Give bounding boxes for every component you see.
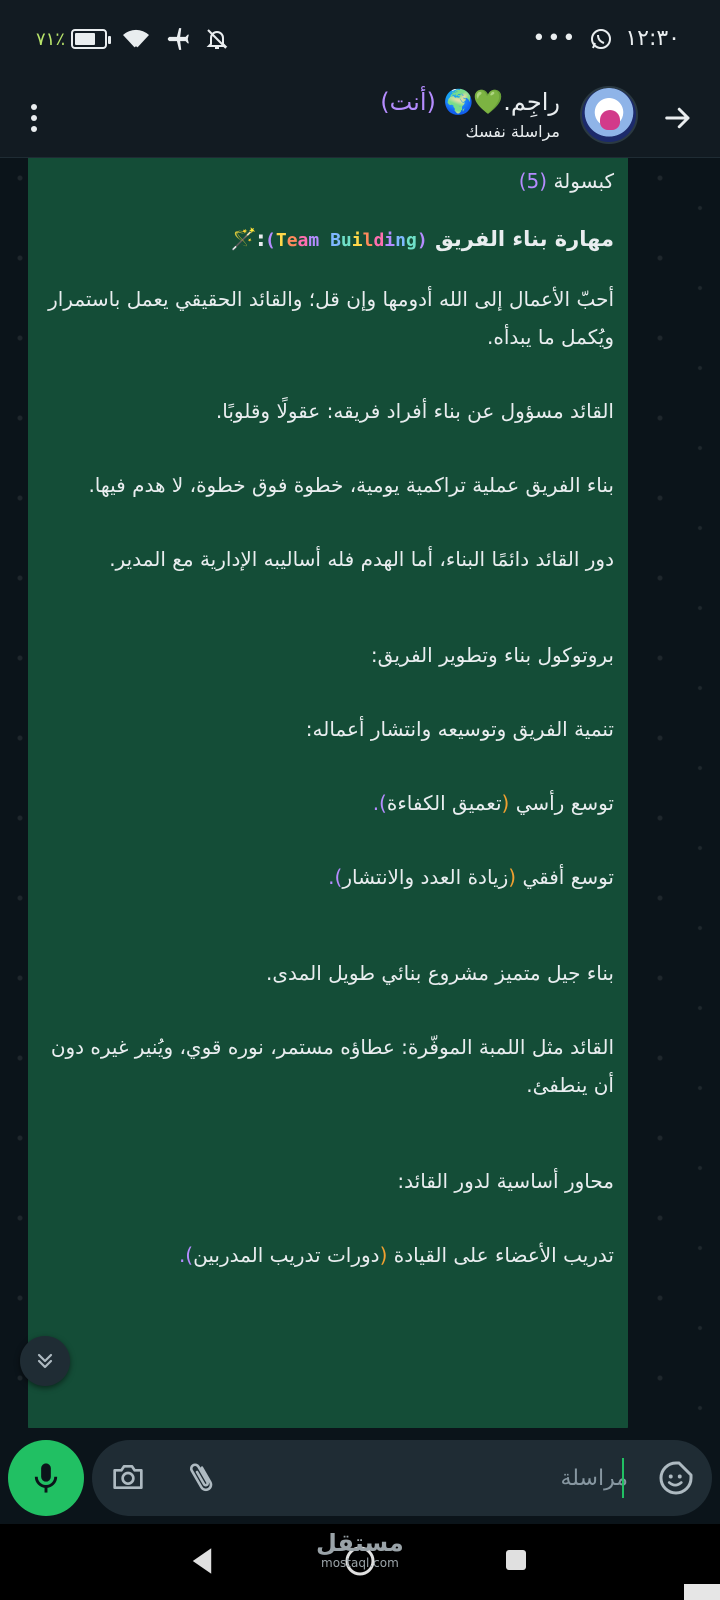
- paragraph-8: توسع أفقي (زيادة العدد والانتشار).: [328, 865, 614, 889]
- nav-recents-icon[interactable]: [504, 1548, 528, 1576]
- watermark-latin: mostaql.com: [321, 1556, 399, 1570]
- paragraph-9: بناء جيل متميز مشروع بنائي طويل المدى.: [266, 961, 614, 985]
- paragraph-11: محاور أساسية لدور القائد:: [397, 1169, 614, 1193]
- back-arrow-icon[interactable]: [656, 96, 700, 140]
- contact-name-text: راجِم.: [503, 88, 560, 116]
- battery-indicator: [36, 29, 107, 50]
- scroll-down-button[interactable]: [20, 1336, 70, 1386]
- paragraph-10: القائد مثل اللمبة الموفّرة: عطاؤه مستمر، نوره قوي، ويُنير غيره دون أن ينطفئ.: [50, 1035, 614, 1097]
- you-label: (أنت): [380, 88, 436, 116]
- message-input-container[interactable]: [92, 1440, 712, 1516]
- watermark: [316, 1530, 404, 1570]
- airplane-icon: [165, 26, 191, 52]
- contact-subtitle: مراسلة نفسك: [465, 122, 560, 141]
- capsule-label: كبسولة: [553, 169, 614, 193]
- sticker-icon[interactable]: [658, 1460, 694, 1500]
- battery-percent: ٧١٪: [36, 28, 66, 50]
- status-overflow: •••: [532, 26, 578, 51]
- attach-icon[interactable]: [188, 1460, 216, 1500]
- message-title: [42, 220, 614, 260]
- magic-wand-icon: 🪄: [230, 227, 257, 251]
- voice-record-button[interactable]: [8, 1440, 84, 1516]
- paragraph-12: تدريب الأعضاء على القيادة (دورات تدريب المدربين).: [178, 1243, 614, 1267]
- more-options-icon[interactable]: [22, 98, 46, 138]
- watermark-arabic: مستقل: [316, 1529, 404, 1557]
- compose-bar: [0, 1428, 720, 1524]
- nav-back-icon[interactable]: [188, 1546, 216, 1580]
- title-colon: :: [256, 227, 266, 251]
- contact-name-emoji: 💚🌍: [443, 88, 504, 116]
- camera-icon[interactable]: [112, 1462, 144, 1496]
- paragraph-1: أحبّ الأعمال إلى الله أدومها وإن قل؛ والقائد الحقيقي يعمل باستمرار ويُكمل ما يبدأه.: [48, 287, 614, 349]
- paragraph-2: القائد مسؤول عن بناء أفراد فريقه: عقولًا وقلوبًا.: [215, 399, 614, 423]
- mic-icon: [31, 1461, 61, 1495]
- capsule-line: [42, 162, 614, 200]
- paragraph-4: دور القائد دائمًا البناء، أما الهدم فله أساليبه الإدارية مع المدير.: [109, 547, 614, 571]
- chat-header: [0, 78, 720, 158]
- system-nav-bar: [0, 1524, 720, 1600]
- contact-name[interactable]: [380, 88, 560, 116]
- wifi-icon: [121, 27, 151, 51]
- status-time: ١٢:٣٠: [625, 26, 680, 51]
- paragraph-7: توسع رأسي (تعميق الكفاءة).: [372, 791, 614, 815]
- text-caret: [622, 1458, 624, 1498]
- paragraph-5: بروتوكول بناء وتطوير الفريق:: [370, 643, 614, 667]
- avatar[interactable]: [580, 86, 638, 144]
- mute-icon: [205, 27, 229, 51]
- battery-icon: [71, 29, 107, 49]
- chat-area[interactable]: [0, 158, 720, 1428]
- status-left-group: [36, 26, 229, 52]
- status-bar: [0, 0, 720, 78]
- whatsapp-icon: [589, 27, 613, 51]
- double-chevron-down-icon: [33, 1349, 57, 1373]
- message-input[interactable]: [328, 1454, 628, 1502]
- battery-fill: [75, 33, 95, 45]
- capsule-number: (5): [518, 169, 548, 193]
- status-right-group: [532, 26, 680, 51]
- message-bubble[interactable]: [28, 158, 628, 1428]
- title-english: (Team Building): [265, 230, 428, 251]
- paragraph-6: تنمية الفريق وتوسيعه وانتشار أعماله:: [305, 717, 614, 741]
- paragraph-3: بناء الفريق عملية تراكمية يومية، خطوة فوق خطوة، لا هدم فيها.: [88, 473, 614, 497]
- screen-edge-strip: [684, 1584, 720, 1600]
- title-text: مهارة بناء الفريق: [434, 227, 614, 251]
